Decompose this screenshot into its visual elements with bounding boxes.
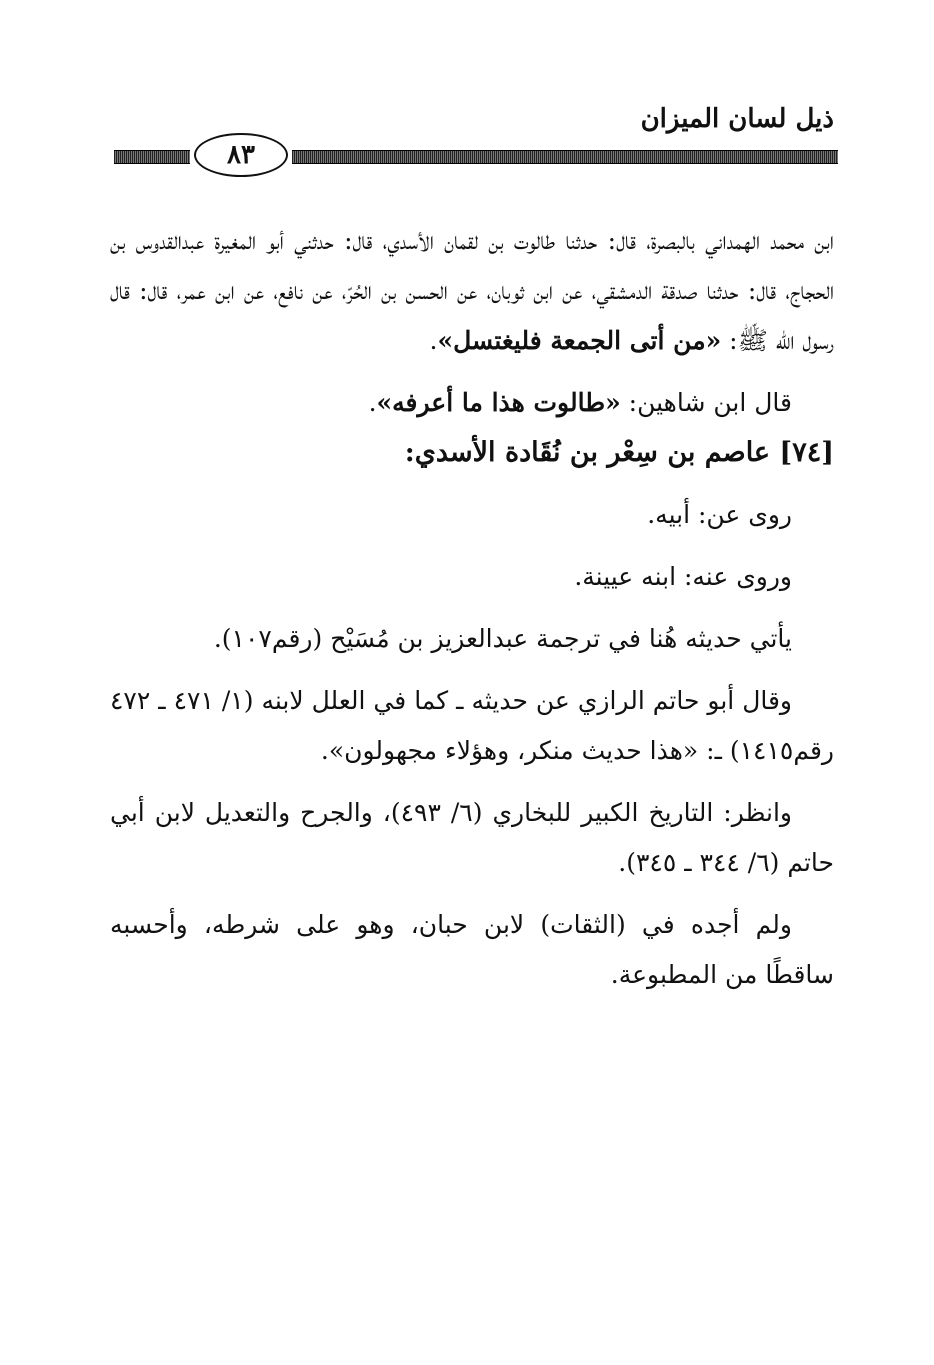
paragraph-narrated-by: وروى عنه: ابنه عيينة. (574, 562, 792, 591)
paragraph-ibn-shahin-text: قال ابن شاهين: (620, 388, 792, 417)
paragraph-hadith-reference: يأتي حديثه هُنا في ترجمة عبدالعزيز بن مُسَيْح (رقم١٠٧). (213, 624, 792, 653)
paragraph-isnad-end: . (429, 326, 438, 355)
paragraph-see-also: وانظر: التاريخ الكبير للبخاري (٦/ ٤٩٣)، والجرح والتعديل لابن أبي حاتم (٦/ ٣٤٤ ـ ٣٤٥). (110, 798, 834, 877)
paragraph-abu-hatim: وقال أبو حاتم الرازي عن حديثه ـ كما في العلل لابنه (١/ ٤٧١ ـ ٤٧٢ رقم١٤١٥) ـ: «هذا حديث منكر، وهؤلاء مجهولون». (110, 686, 834, 765)
header-rule-right (292, 150, 838, 164)
running-title: ذيل لسان الميزان (640, 104, 834, 134)
paragraph-isnad-text: ابن محمد الهمداني بالبصرة، قال: حدثنا طالوت بن لقمان الأسدي، قال: حدثني أبو المغيرة عبدالقدوس بن الحجاج، قال: حدثنا صدقة الدمشقي، عن ابن ثوبان، عن الحسن بن الحُرّ، عن نافع، عن ابن عمر، قال: قال رسول الله ﷺ: (110, 226, 834, 355)
paragraph-narrated-from: روى عن: أبيه. (647, 500, 792, 529)
paragraph-thiqat-note: ولم أجده في (الثقات) لابن حبان، وهو على شرطه، وأحسبه ساقطًا من المطبوعة. (110, 910, 834, 989)
entry-heading: [٧٤] عاصم بن سِعْر بن نُقَادة الأسدي: (404, 437, 834, 468)
header-rule-left (114, 150, 190, 164)
paragraph-ibn-shahin-end: . (368, 388, 377, 417)
ibn-shahin-quote: «طالوت هذا ما أعرفه» (376, 388, 621, 417)
paragraph-isnad (110, 216, 834, 366)
hadith-quote: «من أتى الجمعة فليغتسل» (437, 326, 722, 355)
page-body (110, 216, 834, 1000)
page-number: ٨٣ (194, 133, 288, 177)
paragraph-ibn-shahin (110, 378, 834, 428)
